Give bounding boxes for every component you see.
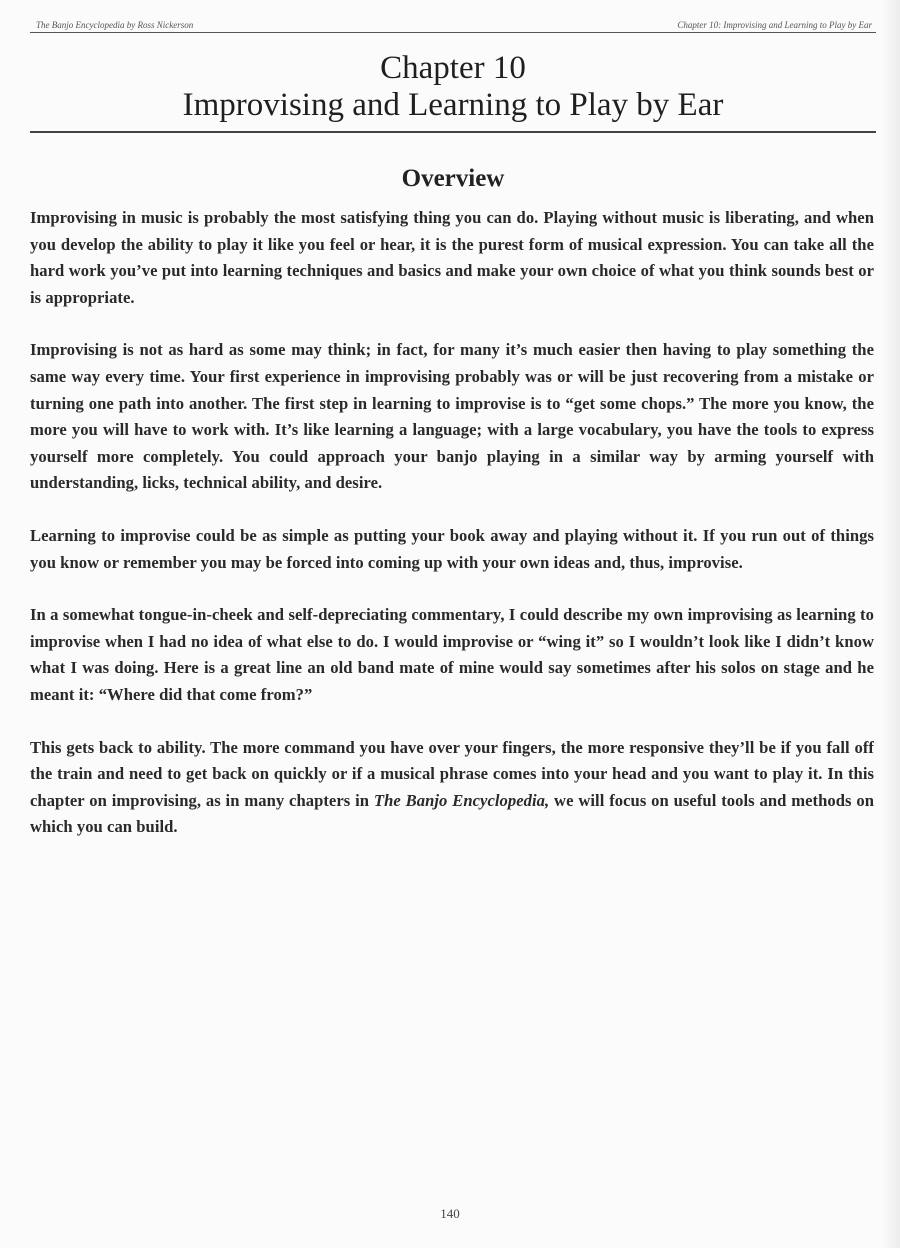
- chapter-divider: [30, 131, 876, 133]
- chapter-number: Chapter 10: [380, 50, 526, 86]
- chapter-heading: [30, 50, 876, 124]
- paragraph-3: Learning to improvise could be as simple as putting your book away and playing without it. If you run out of things you know or remember you may be forced into coming up with your own ideas and, thus, improvise.: [30, 525, 874, 572]
- book-title-italic: The Banjo Encyclopedia,: [373, 790, 550, 810]
- body-text: [30, 205, 874, 867]
- page-number: 140: [440, 1206, 460, 1221]
- paragraph-5: [30, 735, 874, 841]
- chapter-title: Improvising and Learning to Play by Ear: [182, 87, 724, 123]
- header-chapter-title: Chapter 10: Improvising and Learning to Play by Ear: [677, 20, 872, 30]
- paragraph-5-text-start: This gets back to ability. The more command you have over your fingers, the more responsive they’ll be if you fall off the train and need to get back on quickly or if a musical phrase comes into your head and you want to play it. In this chapter on improvising, as in many chapters in: [30, 737, 874, 810]
- paragraph-1: Improvising in music is probably the most satisfying thing you can do. Playing without music is liberating, and when you develop the ability to play it like you feel or hear, it is the purest form of musical expression. You can take all the hard work you’ve put into learning techniques and basics and make your own choice of what you think sounds best or is appropriate.: [30, 208, 874, 307]
- paragraph-2: Improvising is not as hard as some may think; in fact, for many it’s much easier then having to play something the same way every time. Your first experience in improvising probably was or will be just recovering from a mistake or turning one path into another. The first step in learning to improvise is to “get some chops.” The more you know, the more you will have to work with. It’s like learning a language; with a large vocabulary, you have the tools to express yourself more completely. You could approach your banjo playing in a similar way by arming yourself with understanding, licks, technical ability, and desire.: [30, 340, 874, 493]
- section-heading: Overview: [401, 165, 505, 192]
- paragraph-4: In a somewhat tongue-in-cheek and self-depreciating commentary, I could describe my own improvising as learning to improvise when I had no idea of what else to do. I would improvise or “wing it” so I wouldn’t look like I didn’t know what I was doing. Here is a great line an old band mate of mine would say sometimes after his solos on stage and he meant it: “Where did that come from?”: [30, 605, 874, 704]
- paragraph-5-text-end: we will focus on useful tools and methods on which you can build.: [30, 790, 874, 837]
- header-book-title: The Banjo Encyclopedia by Ross Nickerson: [36, 20, 194, 30]
- running-header: [30, 14, 876, 33]
